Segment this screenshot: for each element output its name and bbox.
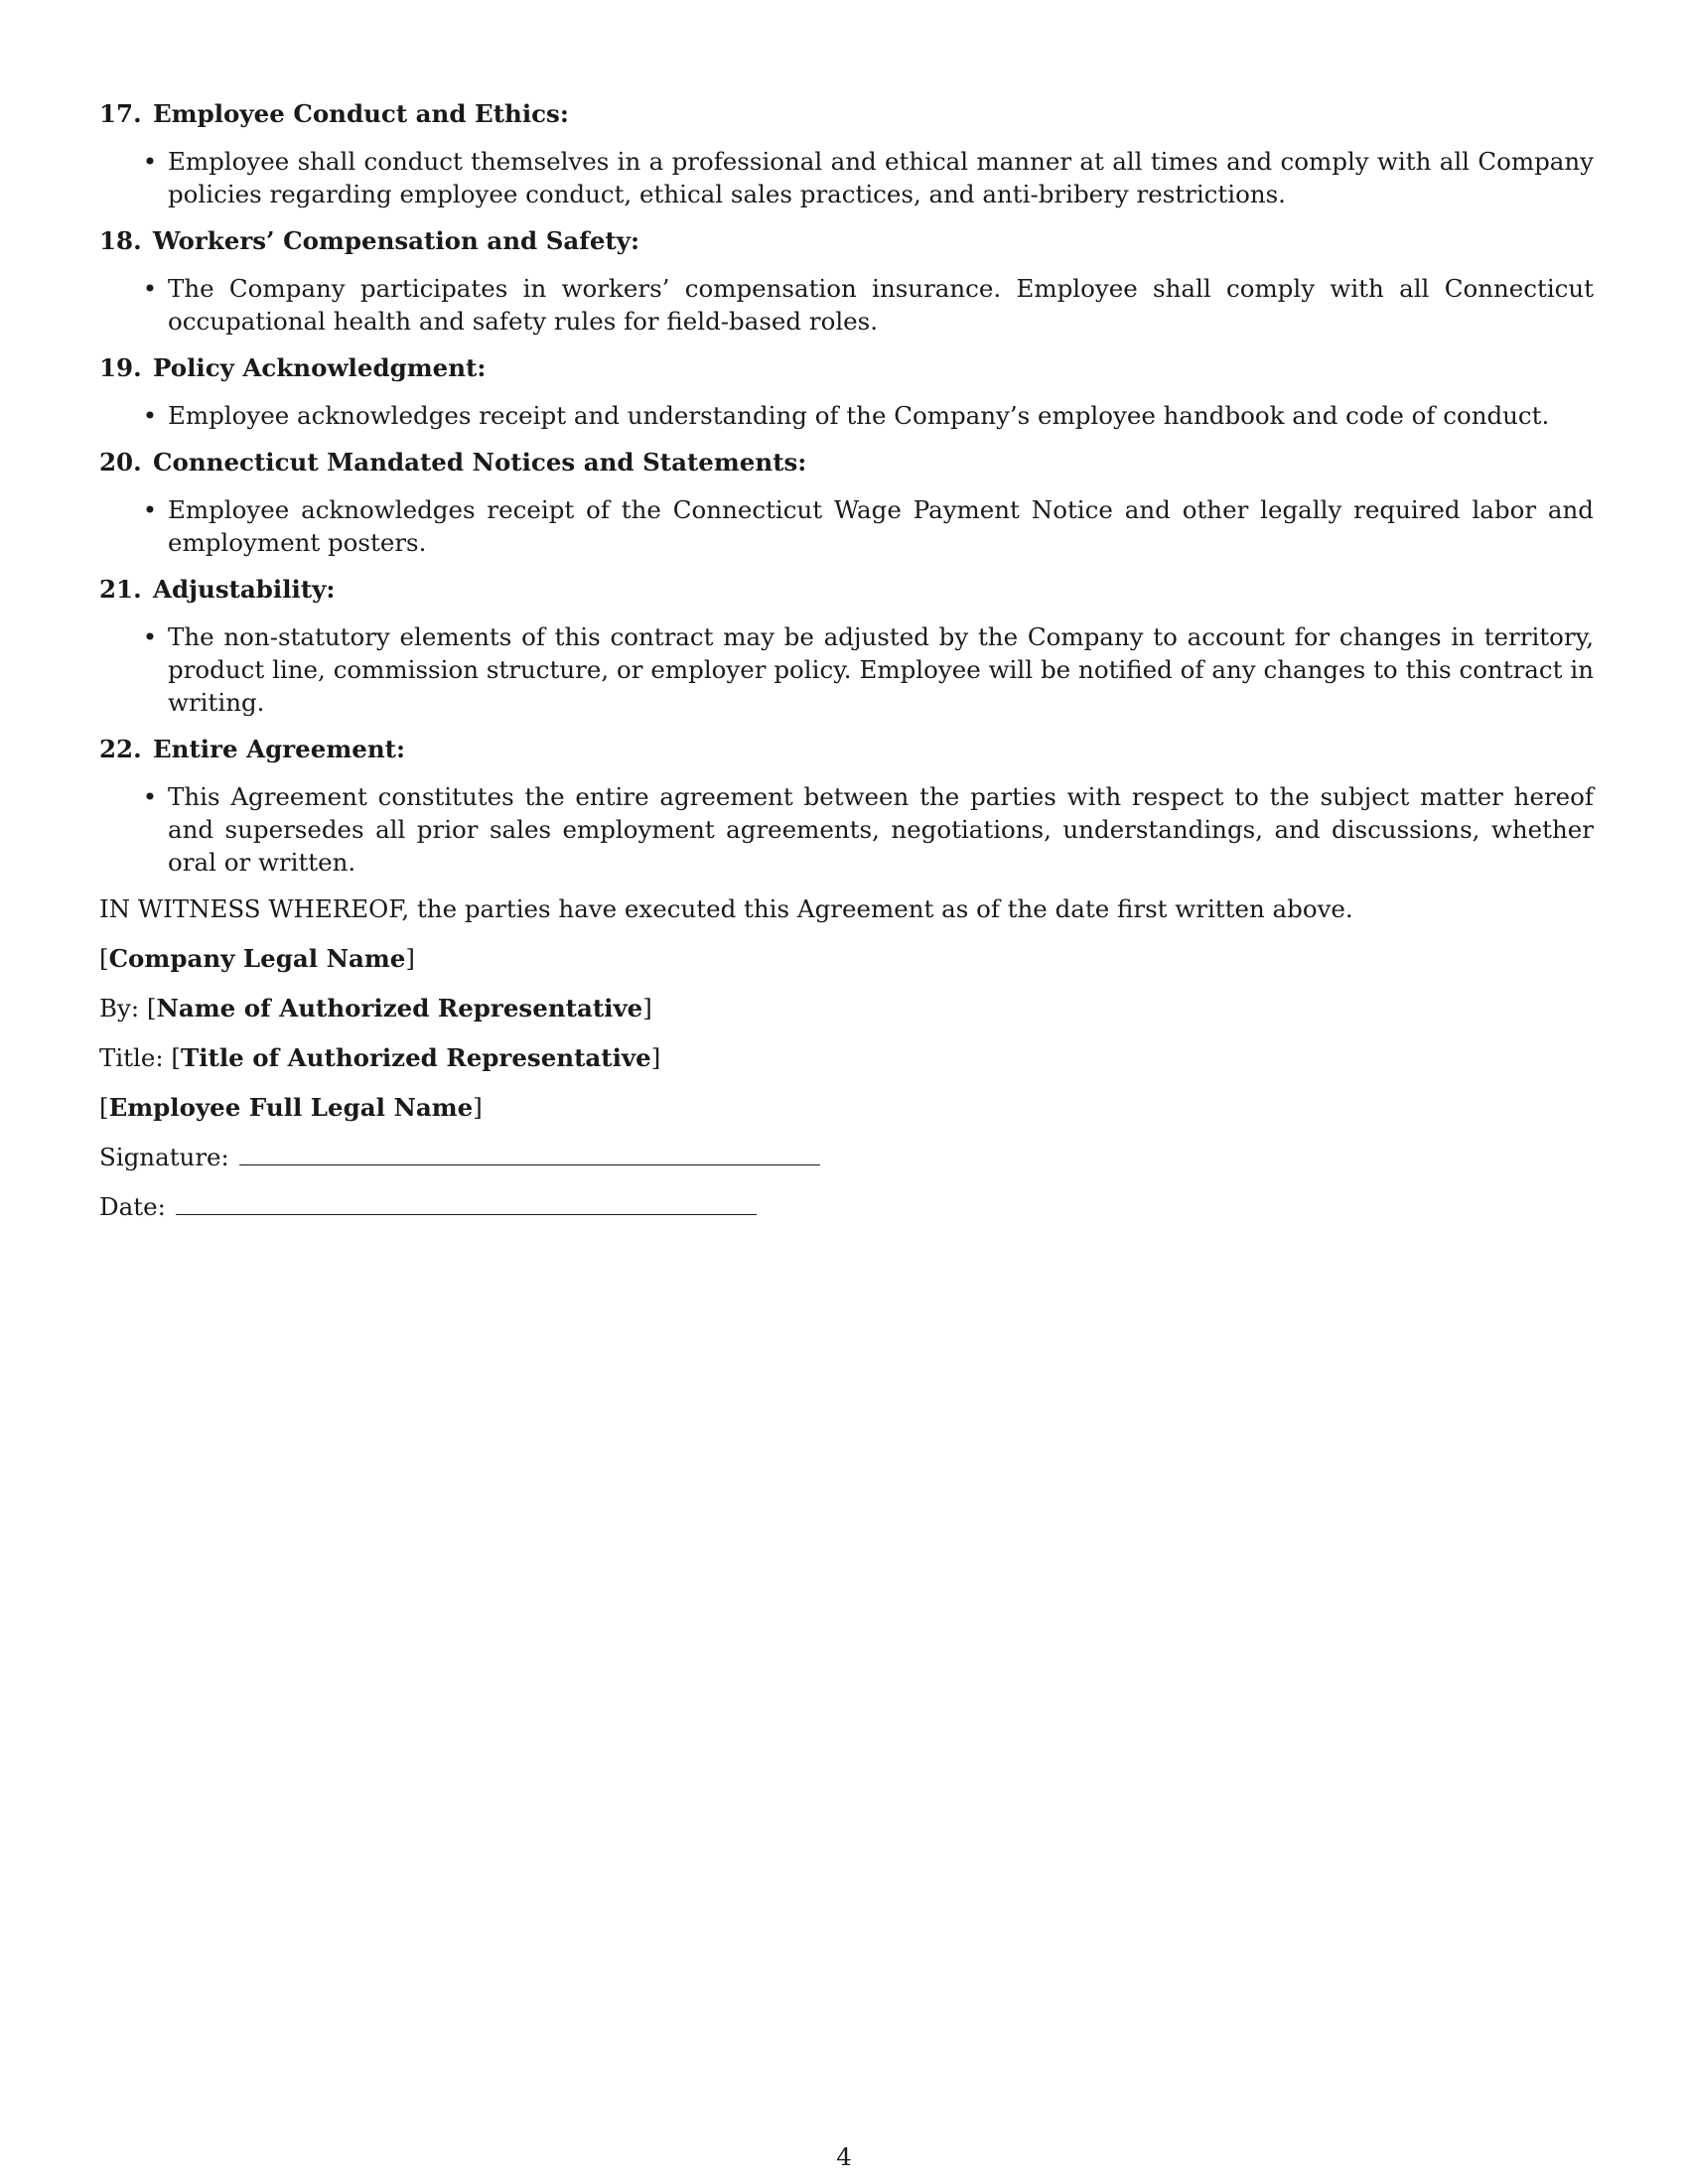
representative-title-line	[99, 1041, 1594, 1075]
employee-name-line	[99, 1091, 1594, 1125]
open-bracket: [	[99, 944, 109, 973]
section-bullet-list-21	[99, 620, 1594, 719]
section-heading-17	[99, 97, 1594, 131]
page-number: 4	[836, 2142, 852, 2171]
bullet-icon: •	[142, 274, 158, 303]
open-bracket: [	[99, 1093, 109, 1122]
section-title: Workers’ Compensation and Safety:	[153, 226, 639, 255]
section-bullet-list-20	[99, 493, 1594, 559]
section-number: 22.	[99, 735, 142, 763]
section-heading-19	[99, 351, 1594, 385]
bullet-text: Employee acknowledges receipt of the Connecticut Wage Payment Notice and other legally required labor and employment posters.	[168, 495, 1594, 557]
section-heading-22	[99, 733, 1594, 766]
list-item	[99, 620, 1594, 719]
section-title: Connecticut Mandated Notices and Statements:	[153, 448, 807, 477]
section-bullet-list-22	[99, 780, 1594, 879]
section-number: 20.	[99, 448, 142, 477]
bullet-text: Employee shall conduct themselves in a professional and ethical manner at all times and comply with all Company policies regarding employee conduct, ethical sales practices, and anti-bribery restrictions.	[168, 147, 1594, 208]
employee-name-placeholder: Employee Full Legal Name	[108, 1093, 474, 1122]
section-number: 21.	[99, 575, 142, 604]
section-heading-18	[99, 224, 1594, 258]
signature-field[interactable]	[239, 1143, 820, 1165]
section-title: Entire Agreement:	[153, 735, 406, 763]
company-name-placeholder: Company Legal Name	[108, 944, 406, 973]
company-name-line	[99, 942, 1594, 976]
signature-line	[99, 1141, 1594, 1174]
date-line	[99, 1190, 1594, 1224]
section-number: 19.	[99, 353, 142, 382]
representative-title-placeholder: Title of Authorized Representative	[180, 1043, 651, 1072]
section-title: Policy Acknowledgment:	[153, 353, 487, 382]
section-number: 18.	[99, 226, 142, 255]
list-item	[99, 272, 1594, 338]
bullet-icon: •	[142, 147, 158, 176]
date-field[interactable]	[176, 1192, 757, 1215]
bullet-text: The Company participates in workers’ compensation insurance. Employee shall comply with all Connecticut occupational health and safety rules for field-based roles.	[168, 274, 1594, 336]
section-title: Adjustability:	[153, 575, 336, 604]
bullet-text: This Agreement constitutes the entire agreement between the parties with respect to the subject matter hereof and supersedes all prior sales employment agreements, negotiations, understandings, and discussions, whether oral or written.	[168, 782, 1594, 877]
close-bracket: ]	[405, 944, 415, 973]
bullet-text: The non-statutory elements of this contract may be adjusted by the Company to account for changes in territory, product line, commission structure, or employer policy. Employee will be notified of any changes to this contract in writing.	[168, 622, 1594, 717]
bullet-icon: •	[142, 782, 158, 811]
close-bracket: ]	[642, 994, 652, 1023]
bullet-icon: •	[142, 622, 158, 651]
list-item	[99, 399, 1594, 432]
section-heading-21	[99, 573, 1594, 607]
close-bracket: ]	[650, 1043, 661, 1072]
document-page	[99, 97, 1594, 1240]
date-label: Date:	[99, 1192, 166, 1221]
by-label: By:	[99, 994, 140, 1023]
bullet-icon: •	[142, 401, 158, 430]
title-label: Title:	[99, 1043, 164, 1072]
section-number: 17.	[99, 99, 142, 128]
section-bullet-list-18	[99, 272, 1594, 338]
section-heading-20	[99, 446, 1594, 479]
representative-name-placeholder: Name of Authorized Representative	[156, 994, 643, 1023]
open-bracket: [	[146, 994, 157, 1023]
list-item	[99, 145, 1594, 210]
close-bracket: ]	[473, 1093, 483, 1122]
witness-statement: IN WITNESS WHEREOF, the parties have executed this Agreement as of the date first written above.	[99, 894, 1353, 923]
bullet-text: Employee acknowledges receipt and understanding of the Company’s employee handbook and code of conduct.	[168, 401, 1550, 430]
list-item	[99, 493, 1594, 559]
section-title: Employee Conduct and Ethics:	[153, 99, 569, 128]
section-bullet-list-17	[99, 145, 1594, 210]
open-bracket: [	[171, 1043, 181, 1072]
section-bullet-list-19	[99, 399, 1594, 432]
authorized-representative-line	[99, 992, 1594, 1025]
signature-label: Signature:	[99, 1143, 229, 1171]
list-item	[99, 780, 1594, 879]
bullet-icon: •	[142, 495, 158, 524]
